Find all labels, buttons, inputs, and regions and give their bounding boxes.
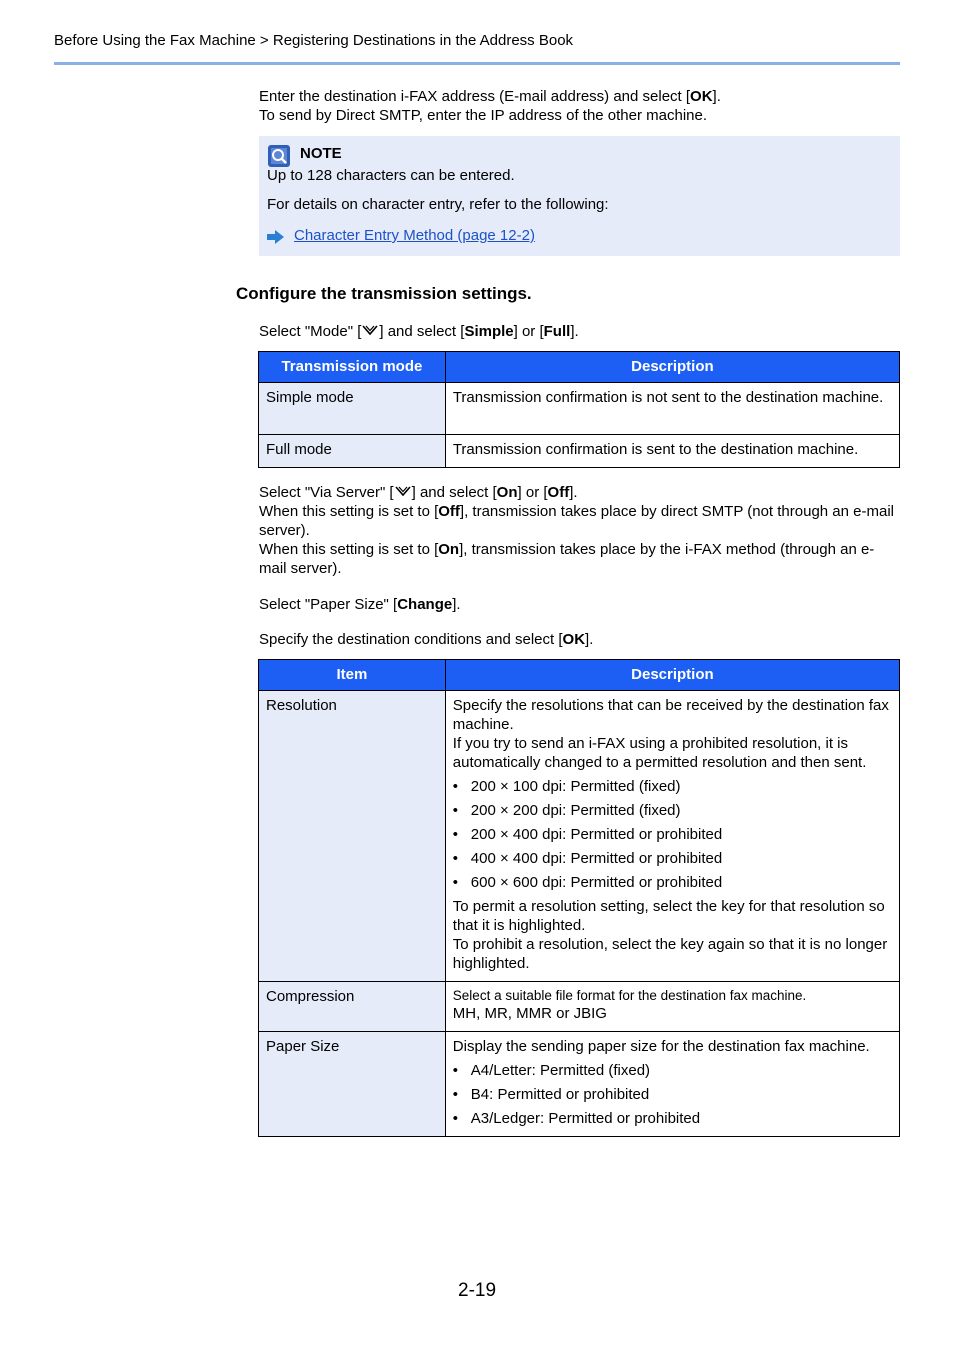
transmission-mode-table (258, 351, 900, 468)
list-item: • 600 × 600 dpi: Permitted or prohibited (452, 874, 723, 891)
list-item: • 200 × 400 dpi: Permitted or prohibited (452, 826, 723, 843)
note-title: NOTE (300, 145, 342, 162)
resolution-text-2: If you try to send an i-FAX using a prohibited resolution, it is automatically changed to a permitted resolution and then sent. (452, 735, 867, 771)
list-item: • B4: Permitted or prohibited (452, 1086, 650, 1103)
arrow-right-icon (267, 230, 285, 244)
resolution-text-3: To permit a resolution setting, select the key for that resolution so that it is highlighted. (452, 898, 885, 934)
via-server-line-2: When this setting is set to [Off], transmission takes place by direct SMTP (not through an e-mail server). (259, 503, 894, 539)
mode-instruction: Select "Mode" [ ] and select [Simple] or [Full]. (259, 323, 579, 340)
chevron-down-icon (394, 484, 412, 499)
table-cell-item: Resolution (259, 691, 446, 982)
compression-text-2: MH, MR, MMR or JBIG (452, 1005, 607, 1022)
table-row (259, 435, 900, 468)
specify-instruction: Specify the destination conditions and select [OK]. (259, 631, 594, 648)
table-row (259, 383, 900, 435)
note-text-2: For details on character entry, refer to the following: (267, 196, 609, 213)
table-cell-description: Transmission confirmation is sent to the destination machine. (445, 435, 899, 468)
page-number: 2-19 (458, 1280, 497, 1301)
character-entry-link[interactable]: Character Entry Method (page 12-2) (294, 227, 535, 244)
compression-text-1: Select a suitable file format for the destination fax machine. (452, 988, 807, 1003)
via-server-line-1: Select "Via Server" [ ] and select [On] or [Off]. (259, 484, 578, 501)
list-item: • 200 × 100 dpi: Permitted (fixed) (452, 778, 681, 795)
list-item: • 400 × 400 dpi: Permitted or prohibited (452, 850, 723, 867)
chevron-down-icon (361, 323, 379, 338)
via-server-paragraph (259, 483, 900, 578)
table-cell-item: Compression (259, 982, 446, 1032)
breadcrumb: Before Using the Fax Machine > Registering Destinations in the Address Book (54, 32, 574, 49)
note-box (259, 136, 900, 256)
intro-line-1: Enter the destination i-FAX address (E-mail address) and select [OK]. (259, 88, 721, 105)
resolution-text-4: To prohibit a resolution, select the key again so that it is no longer highlighted. (452, 936, 888, 972)
table-cell-item: Simple mode (259, 383, 446, 435)
table-cell-item: Full mode (259, 435, 446, 468)
destination-conditions-table (258, 659, 900, 1137)
section-heading: Configure the transmission settings. (236, 284, 532, 303)
intro-line-2: To send by Direct SMTP, enter the IP address of the other machine. (259, 107, 708, 124)
list-item: • A4/Letter: Permitted (fixed) (452, 1062, 651, 1079)
table-cell-item: Paper Size (259, 1032, 446, 1137)
table-header: Description (445, 660, 899, 691)
list-item: • 200 × 200 dpi: Permitted (fixed) (452, 802, 681, 819)
paper-size-instruction: Select "Paper Size" [Change]. (259, 596, 461, 613)
table-header: Description (445, 352, 899, 383)
header-rule (54, 62, 900, 65)
paper-size-text-1: Display the sending paper size for the destination fax machine. (452, 1038, 870, 1055)
table-row-compression (259, 982, 900, 1032)
table-cell-description (445, 982, 899, 1032)
via-server-line-3: When this setting is set to [On], transmission takes place by the i-FAX method (through an e-mail server). (259, 541, 875, 577)
note-text-1: Up to 128 characters can be entered. (267, 167, 515, 184)
table-cell-description (445, 691, 899, 982)
note-icon (268, 145, 290, 167)
table-cell-description (445, 1032, 899, 1137)
table-row-resolution (259, 691, 900, 982)
table-header: Transmission mode (259, 352, 446, 383)
list-item: • A3/Ledger: Permitted or prohibited (452, 1110, 701, 1127)
resolution-text-1: Specify the resolutions that can be received by the destination fax machine. (452, 697, 889, 733)
table-header: Item (259, 660, 446, 691)
table-cell-description: Transmission confirmation is not sent to the destination machine. (445, 383, 899, 435)
table-row-paper-size (259, 1032, 900, 1137)
intro-paragraph (259, 87, 721, 125)
